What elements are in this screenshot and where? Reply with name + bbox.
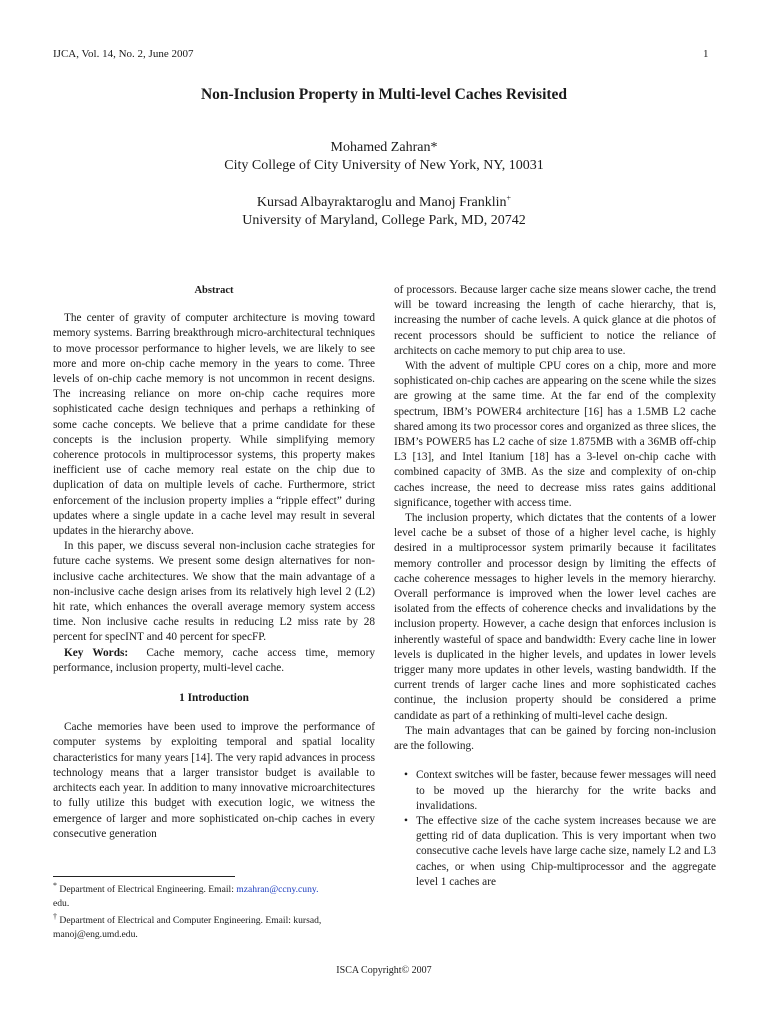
author-block-1	[0, 139, 768, 175]
page-footer-copyright: ISCA Copyright© 2007	[336, 965, 432, 976]
intro-paragraph-1: Cache memories have been used to improve the performance of computer systems by exploiting temporal and spatial locality characteristics for many years [14]. The very rapid advances in process technology means that a larger transistor budget is available to architects each year. In addition to many innovative microarchitectures to fully utilize this budget with execution logic, we witness the emergence of larger and more sophisticated on-chip caches in every consecutive generation	[53, 721, 375, 840]
footnote-1: * Department of Electrical Engineering. Email: mzahran@ccny.cuny. edu.	[53, 880, 319, 909]
bullet-icon: •	[404, 814, 408, 827]
running-header-journal: IJCA, Vol. 14, No. 2, June 2007	[53, 48, 194, 60]
keywords-text: Cache memory, cache access time, memory performance, inclusion property, multi-level cache.	[53, 646, 375, 674]
intro-paragraph-3: The inclusion property, which dictates that the contents of a lower level cache be a subset of those of a higher level cache, is highly desired in a multiprocessor system primarily because it facilitates memory controller and processor design by limiting the effects of cache coherence messages to higher levels in the memory hierarchy. Overall performance is improved when the lower level caches are isolated from the effects of coherence checks and invalidations by the inclusion property. However, a cache design that enforces inclusion is inherently wasteful of space and bandwidth: Every cache line in lower levels is duplicated in the higher levels, and updates in lower levels trigger many more updates in other levels, wasting bandwidth. If the current trends of larger cache lines and more sophisticated caches continue, the inclusion property should be considered a prime candidate as part of a rethinking of multi-level cache design.	[394, 512, 716, 722]
keywords	[53, 646, 375, 676]
author-names-1: Mohamed Zahran*	[330, 140, 438, 155]
left-column	[53, 283, 375, 842]
author-block-2	[0, 194, 768, 230]
footnote-separator	[53, 876, 235, 877]
footnotes	[53, 880, 375, 945]
author-affiliation-1: City College of City University of New York, NY, 10031	[224, 158, 544, 173]
intro-paragraph-continued: of processors. Because larger cache size means slower cache, the trend will be toward increasing the length of cache hierarchy, that is, increasing the number of cache levels. A quick glance at die photos of recent processors should be sufficient to notice the reliance of architects on cache memory to put chip area to use.	[394, 284, 716, 357]
page-number: 1	[703, 48, 709, 60]
list-item: • The effective size of the cache system increases because we are getting rid of data duplication. This is very important when two consecutive cache levels have large cache size, namely L2 and L3 caches, or when using Chip-multiprocessor and the aggregate level 1 caches are	[404, 814, 716, 888]
footnote-2: † Department of Electrical and Computer Engineering. Email: kursad, manoj@eng.umd.edu.	[53, 911, 322, 940]
abstract-heading: Abstract	[194, 285, 234, 296]
list-item: • Context switches will be faster, because fewer messages will need to be moved up the hierarchy for the write backs and invalidations.	[404, 769, 716, 812]
author-affiliation-2: University of Maryland, College Park, MD, 20742	[242, 213, 526, 228]
right-column	[394, 283, 716, 890]
keywords-label: Key Words:	[64, 646, 129, 659]
bullet-icon: •	[404, 769, 408, 782]
advantages-list	[394, 768, 716, 890]
author-names-2: Kursad Albayraktaroglu and Manoj Franklin+	[256, 193, 512, 210]
intro-paragraph-4: The main advantages that can be gained by forcing non-inclusion are the following.	[394, 724, 716, 753]
intro-paragraph-2: With the advent of multiple CPU cores on a chip, more and more sophisticated on-chip caches are appearing on the scene while the sizes are growing at the same time. At the far end of the complexity spectrum, IBM’s POWER4 architecture [16] has a 1.5MB L2 cache shared among its two processor cores and organized as three slices, the IBM’s POWER5 has L2 cache of size 1.875MB with a 36MB off-chip L3 [13], and Intel Itanium [18] has a 3-level on-chip cache with combined capacity of 3MB. As the size and complexity of on-chip caches increase, the need to decrease miss rates gains additional significance, together with access time.	[394, 360, 716, 509]
abstract-paragraph-2: In this paper, we discuss several non-inclusion cache strategies for future cache systems. We present some design alternatives for non-inclusive cache architectures. We show that the main advantage of a non-inclusive cache design arises from its relatively high level 2 (L2) hit rate, which enhances the overall average memory system access time. Non inclusive cache results in reducing L2 miss rate by 28 percent for specINT and 40 percent for specFP.	[53, 540, 375, 644]
email-link[interactable]: mzahran@ccny.cuny.	[236, 884, 319, 895]
section-heading-introduction: 1 Introduction	[179, 692, 249, 705]
paper-title: Non-Inclusion Property in Multi-level Caches Revisited	[200, 86, 568, 103]
abstract-paragraph-1: The center of gravity of computer architecture is moving toward memory systems. Barring breakthrough micro-architectural techniques to move processor performance to higher levels, we are likely to see more and more on-chip cache memory in the years to come. Three levels of on-chip cache memory is not uncommon in recent designs. The increasing reliance on more on-chip cache requires more sophisticated cache design techniques and perhaps a rethinking of some cache concepts. We believe that a prime candidate for these concepts is the inclusion property. While simplifying memory coherence protocols in multiprocessor systems, this property makes inefficient use of cache memory real estate on the chip due to duplication of data on multiple levels of cache. Furthermore, strict enforcement of the inclusion property implies a “ripple effect” during updates where a single update in a cache level may result in several updates in the hierarchy above.	[53, 312, 375, 538]
